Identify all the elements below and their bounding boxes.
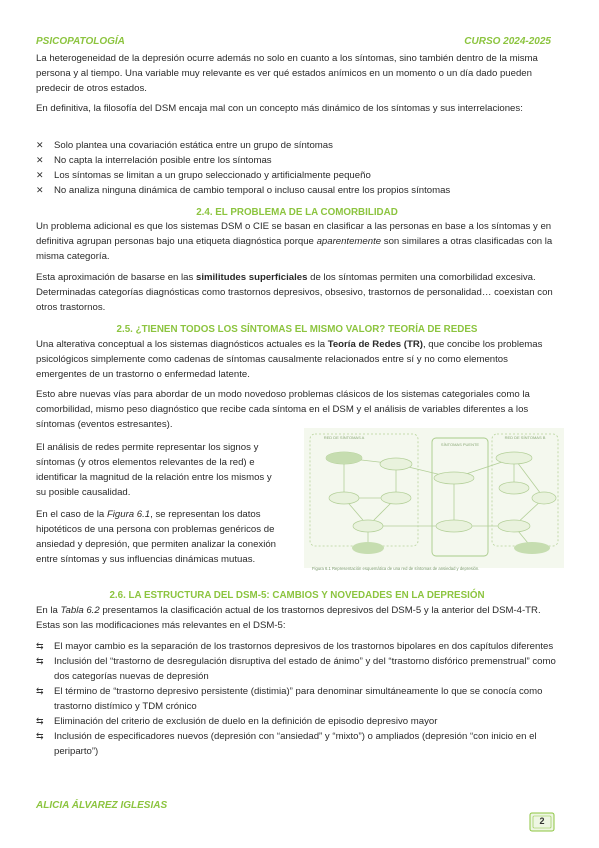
paragraph-dsm5-intro: En la Tabla 6.2 presentamos la clasificación actual de los trastornos depresivos del DSM-5 y la anterior del DSM-4-TR. Estas son las modificaciones más relevantes en el DSM-5:	[36, 605, 541, 631]
paragraph-network-3: El análisis de redes permite representar los signos y síntomas (y otros elementos relevantes de la red) e identificar la magnitud de la relación entre los mismos y su posible causalidad.	[36, 442, 272, 498]
arrows-icon: ⇆	[36, 641, 44, 651]
list-item: ✕ Solo plantea una covariación estática entre un grupo de síntomas	[36, 140, 333, 151]
figure-network-diagram	[304, 428, 564, 568]
list-item: ✕ No capta la interrelación posible entre los síntomas	[36, 155, 272, 166]
figure-caption: Figura 6.1 Representación esquemática de una red de síntomas de ansiedad y depresión.	[312, 566, 480, 571]
arrows-icon: ⇆	[36, 731, 44, 741]
network-a-label: RED DE SÍNTOMAS A	[323, 435, 365, 440]
paragraph-comorbidity-2: Esta aproximación de basarse en las similitudes superficiales de los síntomas permiten una comorbilidad excesiva. Determinadas categorías diagnósticas como trastornos depresivos, obsesivo, trastornos de personalidad… coexistan con otros trastornos.	[36, 272, 553, 313]
arrows-icon: ⇆	[36, 716, 44, 726]
list-item: ⇆ El término de “trastorno depresivo persistente (distimia)” para denominar simultáneamente lo que se conocía como trastorno distímico y TDM crónico	[36, 686, 543, 712]
criticism-list	[36, 138, 558, 198]
cross-icon: ✕	[36, 155, 44, 165]
paragraph-comorbidity-1: Un problema adicional es que los sistemas DSM o CIE se basan en clasificar a las personas en base a los síntomas y en definitiva agrupan personas bajo una etiqueta diagnóstica porque aparentemente son similares a otras clasificadas con la misma categoría.	[36, 221, 553, 262]
footer-author: ALICIA ÁLVAREZ IGLESIAS	[36, 800, 168, 811]
arrows-icon: ⇆	[36, 656, 44, 666]
arrows-icon: ⇆	[36, 686, 44, 696]
section-heading-comorbidity: 2.4. EL PROBLEMA DE LA COMORBILIDAD	[196, 207, 398, 218]
list-item: ⇆ El mayor cambio es la separación de los trastornos depresivos de los trastornos bipolares en dos capítulos diferentes	[36, 641, 554, 652]
paragraph-network-4: En el caso de la Figura 6.1, se representan los datos hipotéticos de una persona con problemas genéricos de ansiedad y depresión, que permiten analizar la conexión entre síntomas y sus influencias dinámicas mutuas.	[36, 509, 276, 565]
list-item: ✕ Los síntomas se limitan a un grupo seleccionado y artificialmente pequeño	[36, 170, 371, 181]
section-heading-dsm5: 2.6. LA ESTRUCTURA DEL DSM-5: CAMBIOS Y NOVEDADES EN LA DEPRESIÓN	[109, 590, 485, 601]
list-item: ✕ No analiza ninguna dinámica de cambio temporal o incluso causal entre los propios síntomas	[36, 185, 451, 196]
paragraph-heterogeneity: La heterogeneidad de la depresión ocurre además no solo en cuanto a los síntomas, sino también dentro de la misma persona y al tiempo. Una variable muy relevante es ver qué estados anímicos en un momento o un día dado pueden predecir de otros estados.	[36, 53, 538, 94]
header-course: CURSO 2024-2025	[464, 36, 551, 47]
paragraph-network-1: Una alterativa conceptual a los sistemas diagnósticos actuales es la Teoría de Redes (TR), que concibe los problemas psicológicos simplemente como cadenas de síntomas causalmente relacionados entre sí y no como elementos emergentes de un trastorno o enfermedad latente.	[36, 339, 543, 380]
paragraph-dsm-philosophy: En definitiva, la filosofía del DSM encaja mal con un concepto más dinámico de los síntomas y sus interrelaciones:	[36, 103, 523, 114]
cross-icon: ✕	[36, 140, 44, 150]
page-number: 2	[539, 816, 545, 826]
paragraph-network-2: Esto abre nuevas vías para abordar de un modo novedoso problemas clásicos de los sistemas categoriales como la comorbilidad, mismo peso diagnóstico que recibe cada síntoma en el DSM y el análisis de variables diferentes a los síntomas (eventos estresantes).	[36, 389, 530, 430]
header-subject: PSICOPATOLOGÍA	[36, 36, 125, 47]
list-item: ⇆ Inclusión de especificadores nuevos (depresión con “ansiedad” y “mixto”) o ampliados (depresión “con inicio en el periparto”)	[36, 731, 537, 757]
cross-icon: ✕	[36, 185, 44, 195]
dsm5-changes-list	[36, 639, 558, 759]
network-diagram-svg	[304, 428, 564, 568]
list-item: ⇆ Eliminación del criterio de exclusión de duelo en la definición de episodio depresivo mayor	[36, 716, 438, 727]
bridge-label: SÍNTOMAS PUENTE	[440, 442, 480, 447]
list-item: ⇆ Inclusión del “trastorno de desregulación disruptiva del estado de ánimo” y del “trastorno disfórico premenstrual” como dos categorías nuevas de depresión	[36, 656, 556, 682]
section-heading-network-theory: 2.5. ¿TIENEN TODOS LOS SÍNTOMAS EL MISMO VALOR? TEORÍA DE REDES	[116, 324, 478, 335]
cross-icon: ✕	[36, 170, 44, 180]
network-b-label: RED DE SÍNTOMAS B	[504, 435, 546, 440]
